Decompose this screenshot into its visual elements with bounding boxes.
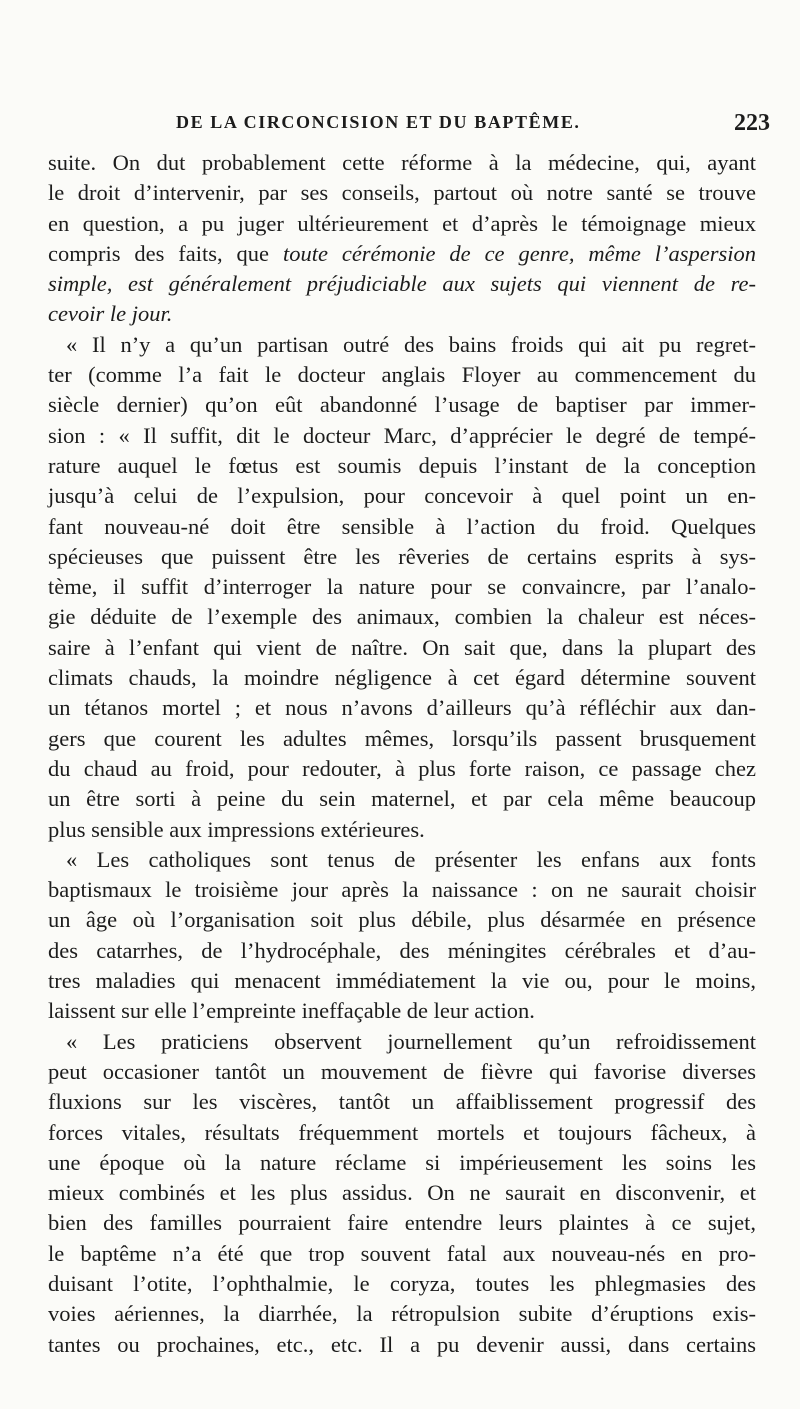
text-line: des catarrhes, de l’hydrocéphale, des méningites cérébrales et d’au-: [48, 937, 756, 963]
text-line: « Les praticiens observent journellement qu’un refroidissement: [66, 1028, 756, 1054]
italic-run: toute cérémonie de ce genre, même l’aspersion: [282, 240, 756, 266]
text-line: tres maladies qui menacent immédiatement la vie ou, pour le moins,: [48, 968, 756, 994]
running-title: DE LA CIRCONCISION ET DU BAPTÊME.: [176, 112, 581, 132]
text-line: peut occasioner tantôt un mouvement de fièvre qui favorise diverses: [48, 1058, 756, 1084]
text-line: « Les catholiques sont tenus de présenter les enfans aux fonts: [66, 846, 756, 872]
text-line: le droit d’intervenir, par ses conseils, partout où notre santé se trouve: [48, 180, 756, 206]
text-line: une époque où la nature réclame si impérieusement les soins les: [48, 1149, 756, 1175]
text-line: en question, a pu juger ultérieurement et d’après le témoignage mieux: [48, 210, 756, 236]
text-line: mieux combinés et les plus assidus. On ne saurait en disconvenir, et: [48, 1180, 756, 1206]
text-line: fant nouveau-né doit être sensible à l’action du froid. Quelques: [48, 513, 756, 539]
text-line: forces vitales, résultats fréquemment mortels et toujours fâcheux, à: [48, 1119, 756, 1145]
text-line: rature auquel le fœtus est soumis depuis l’instant de la conception: [48, 452, 756, 478]
text-line: tantes ou prochaines, etc., etc. Il a pu devenir aussi, dans certains: [48, 1331, 756, 1357]
text-line: [48, 239, 756, 269]
text-line: le baptême n’a été que trop souvent fatal aux nouveau-nés en pro-: [48, 1240, 756, 1266]
text-line: ter (comme l’a fait le docteur anglais Floyer au commencement du: [48, 362, 756, 388]
text-line: cevoir le jour.: [48, 301, 173, 327]
text-line: climats chauds, la moindre négligence à cet égard détermine souvent: [48, 665, 756, 691]
text-line: fluxions sur les viscères, tantôt un affaiblissement progressif des: [48, 1089, 756, 1115]
text-line: tème, il suffit d’interroger la nature pour se convaincre, par l’analo-: [48, 574, 756, 600]
text-line: spécieuses que puissent être les rêveries de certains esprits à sys-: [48, 543, 756, 569]
text-line: un tétanos mortel ; et nous n’avons d’ailleurs qu’à réfléchir aux dan-: [48, 695, 756, 721]
body-text: [48, 148, 756, 1360]
text-line: sion : « Il suffit, dit le docteur Marc, d’apprécier le degré de tempé-: [48, 422, 756, 448]
text-line: suite. On dut probablement cette réforme à la médecine, qui, ayant: [48, 150, 756, 175]
text-line: « Il n’y a qu’un partisan outré des bains froids qui ait pu regret-: [66, 331, 756, 357]
text-line: du chaud au froid, pour redouter, à plus forte raison, ce passage chez: [48, 755, 756, 781]
text-line: baptismaux le troisième jour après la naissance : on ne saurait choisir: [48, 877, 756, 903]
text-run: compris des faits, que: [48, 240, 283, 266]
text-line: plus sensible aux impressions extérieures.: [48, 816, 425, 842]
text-line: gie déduite de l’exemple des animaux, combien la chaleur est néces-: [48, 604, 756, 630]
text-line: un être sorti à peine du sein maternel, et par cela même beaucoup: [48, 786, 756, 812]
text-line: voies aériennes, la diarrhée, la rétropulsion subite d’éruptions exis-: [48, 1301, 756, 1327]
text-line: simple, est généralement préjudiciable aux sujets qui viennent de re-: [48, 271, 756, 297]
text-line: bien des familles pourraient faire entendre leurs plaintes à ce sujet,: [48, 1210, 756, 1236]
text-line: gers que courent les adultes mêmes, lorsqu’ils passent brusquement: [48, 725, 756, 751]
page-number: 223: [734, 110, 770, 136]
text-line: duisant l’otite, l’ophthalmie, le coryza, toutes les phlegmasies des: [48, 1270, 756, 1296]
text-line: siècle dernier) qu’on eût abandonné l’usage de baptiser par immer-: [48, 392, 756, 418]
page-header: [48, 112, 770, 142]
text-line: jusqu’à celui de l’expulsion, pour concevoir à quel point un en-: [48, 483, 756, 509]
text-line: un âge où l’organisation soit plus débile, plus désarmée en présence: [48, 907, 756, 933]
text-line: saire à l’enfant qui vient de naître. On sait que, dans la plupart des: [48, 634, 756, 660]
text-line: laissent sur elle l’empreinte ineffaçable de leur action.: [48, 998, 535, 1024]
